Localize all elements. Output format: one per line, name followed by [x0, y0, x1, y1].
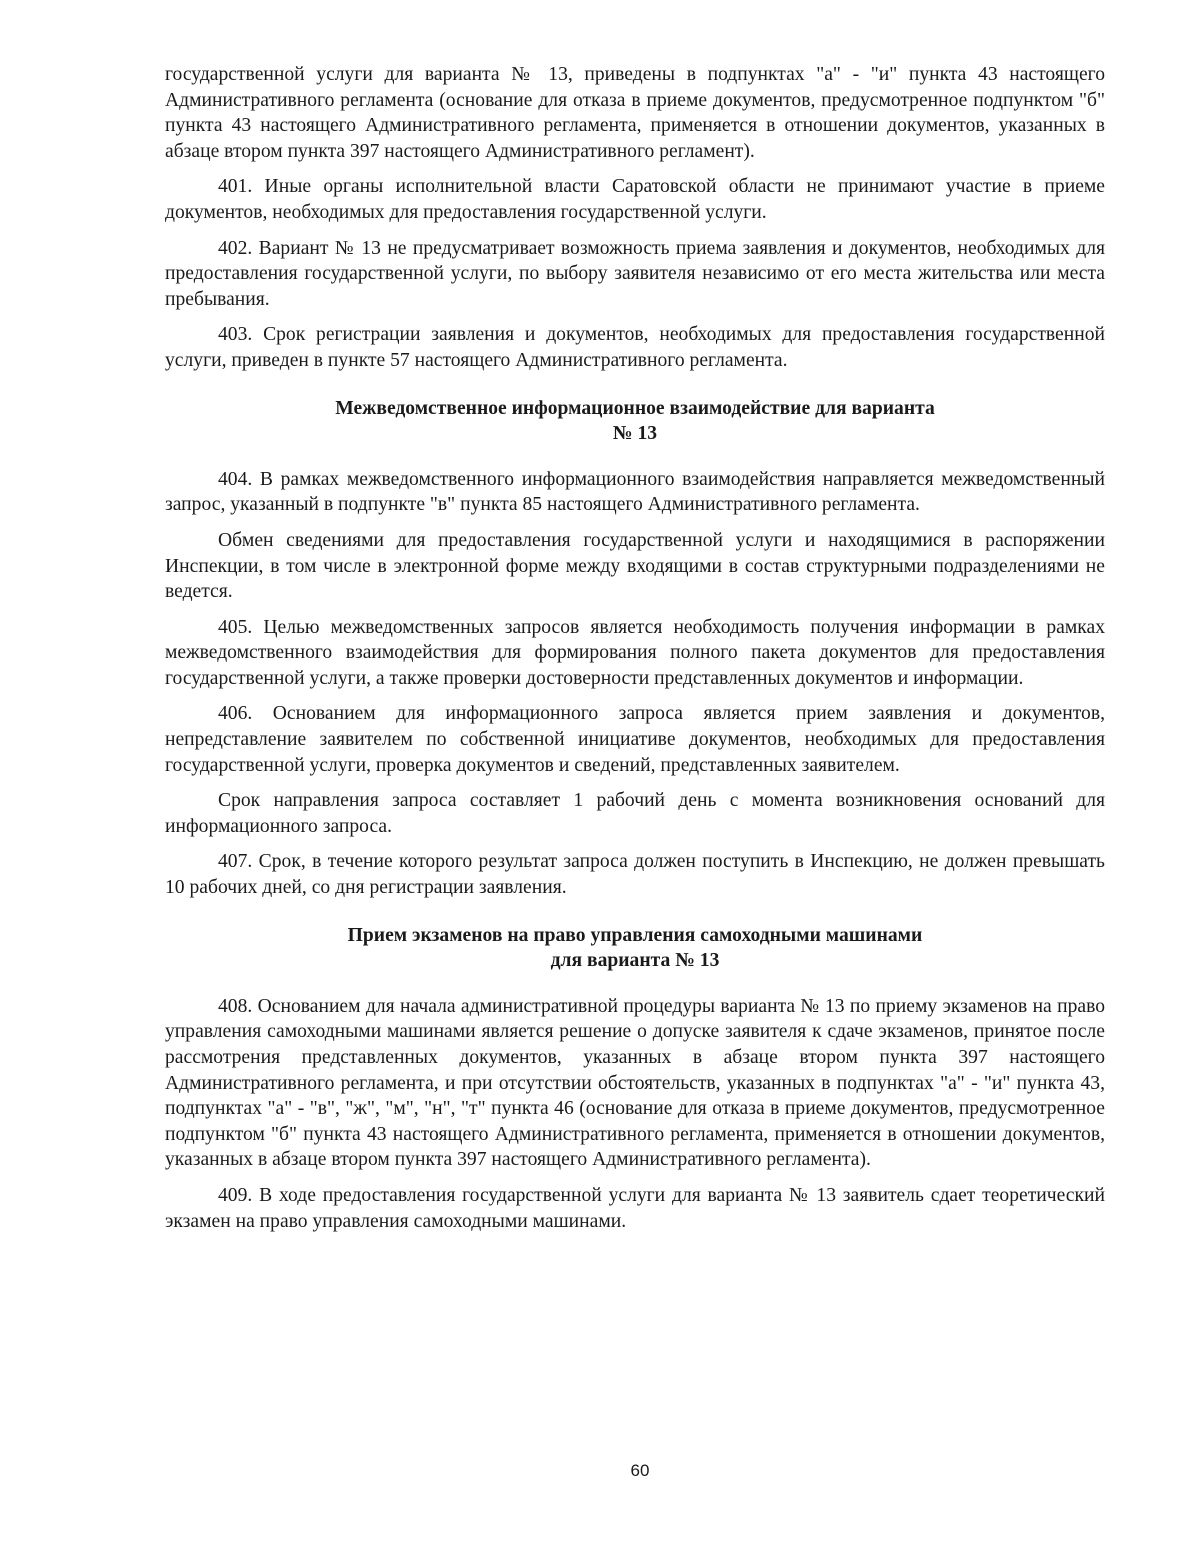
section-heading-exams: [165, 923, 1105, 974]
paragraph-404-exchange: Обмен сведениями для предоставления государственной услуги и находящимися в распоряжении Инспекции, в том числе в электронной форме между входящими в состав структурными подразделениями не ведется.: [165, 529, 1105, 603]
paragraph-409: 409. В ходе предоставления государственной услуги для варианта № 13 заявитель сдает теоретический экзамен на право управления самоходными машинами.: [165, 1184, 1105, 1232]
document-page: [165, 62, 1105, 1244]
heading-line-2: № 13: [612, 423, 658, 445]
page-number: 60: [630, 1461, 650, 1480]
paragraph-407: 407. Срок, в течение которого результат запроса должен поступить в Инспекцию, не должен превышать 10 рабочих дней, со дня регистрации заявления.: [165, 851, 1105, 899]
paragraph-401: 401. Иные органы исполнительной власти Саратовской области не принимают участие в приеме документов, необходимых для предоставления государственной услуги.: [165, 176, 1105, 223]
paragraph-405: 405. Целью межведомственных запросов является необходимость получения информации в рамках межведомственного взаимодействия для формирования полного пакета документов для предоставления государственной услуги, а также проверки достоверности представленных документов и информации.: [165, 616, 1105, 689]
paragraph-406: 406. Основанием для информационного запроса является прием заявления и документов, непредставление заявителем по собственной инициативе документов, необходимых для предоставления государственной услуги, проверка документов и сведений, представленных заявителем.: [165, 703, 1105, 776]
heading-line-1: Межведомственное информационное взаимодействие для варианта: [335, 397, 935, 419]
paragraph-continuation: государственной услуги для варианта № 13, приведены в подпунктах "а" - "и" пункта 43 настоящего Административного регламента (основание для отказа в приеме документов, предусмотренное подпунктом "б" пункта 43 настоящего Административного регламента, применяется в отношении документов, указанных в абзаце втором пункта 397 настоящего Административного регламент).: [165, 64, 1105, 162]
paragraph-408: 408. Основанием для начала административной процедуры варианта № 13 по приему экзаменов на право управления самоходными машинами является решение о допуске заявителя к сдаче экзаменов, принятое после рассмотрения представленных документов, указанных в абзаце втором пункта 397 настоящего Административного регламента, и при отсутствии обстоятельств, указанных в подпунктах "а" - "и" пункта 43, подпунктах "а" - "в", "ж", "м", "н", "т" пункта 46 (основание для отказа в приеме документов, предусмотренное подпунктом "б" пункта 43 настоящего Административного регламента, применяется в отношении документов, указанных в абзаце втором пункта 397 настоящего Административного регламента).: [165, 995, 1105, 1171]
heading-line-1: Прием экзаменов на право управления самоходными машинами: [347, 924, 923, 946]
heading-line-2: для варианта № 13: [550, 950, 720, 972]
paragraph-404: 404. В рамках межведомственного информационного взаимодействия направляется межведомственный запрос, указанный в подпункте "в" пункта 85 настоящего Административного регламента.: [165, 468, 1105, 516]
paragraph-406-term: Срок направления запроса составляет 1 рабочий день с момента возникновения оснований для информационного запроса.: [165, 790, 1105, 837]
paragraph-403: 403. Срок регистрации заявления и документов, необходимых для предоставления государственной услуги, приведен в пункте 57 настоящего Административного регламента.: [165, 324, 1105, 371]
paragraph-402: 402. Вариант № 13 не предусматривает возможность приема заявления и документов, необходимых для предоставления государственной услуги, по выбору заявителя независимо от его места жительства или места пребывания.: [165, 237, 1105, 310]
section-heading-interagency: [165, 396, 1105, 447]
